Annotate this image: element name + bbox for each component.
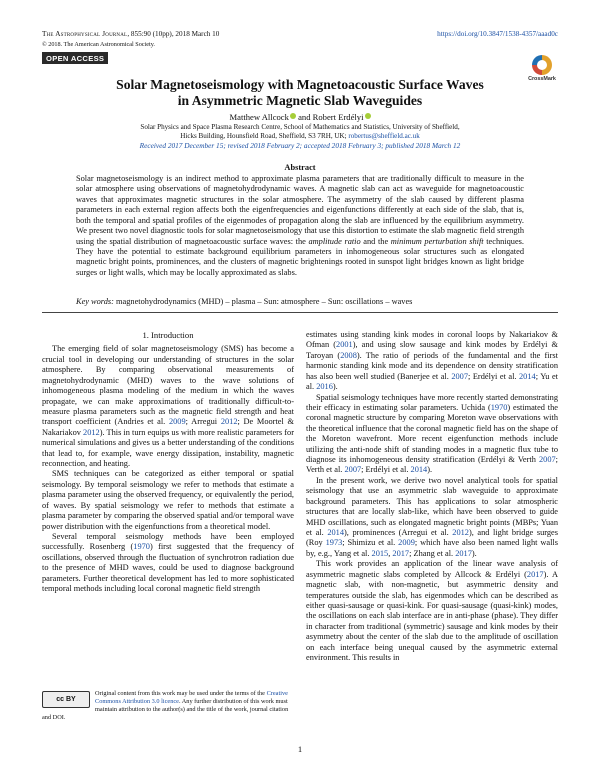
abstract-emphasis: amplitude ratio [308, 236, 361, 246]
crossmark-icon [532, 55, 552, 75]
citation-link[interactable]: 2009 [398, 538, 415, 548]
citation-link[interactable]: 2015 [371, 548, 389, 558]
paragraph: In the present work, we derive two novel analytical tools for spatial seismology that use an asymmetric slab waveguide to approximate background parameters. This has applications to solar atmospheric structures that are locally slab-like, which have been observed to guide MHD oscillations, such as elongated magnetic bright points (MBPs; Yuan et al. 2014), prominences (Arregui et al. 2012), and light bridge surges (Roy 1973; Shimizu et al. 2009; which have also been named light walls by, e.g., Yang et al. 2015, 2017; Zhang et al. 2017). [306, 475, 558, 558]
orcid-icon[interactable] [290, 113, 296, 119]
paragraph: Spatial seismology techniques have more recently started demonstrating their efficacy in estimating solar parameters. Uchida (1970) estimated the coronal magnetic structure by comparing Moreton wave observations with the theoretical influence that the coronal magnetic field has on the shape of the Moreton wavefront. More recent eigenfunction methods include utilizing the anti-node shift of standing modes in a magnetic flux tube to diagnose its inhomogeneous density stratification (Erdélyi & Verth 2007; Verth et al. 2007; Erdélyi et al. 2014). [306, 392, 558, 475]
citation-link[interactable]: 2016 [316, 382, 333, 392]
citation-link[interactable]: 2017 [392, 548, 410, 558]
affiliation-line-2: Hicks Building, Hounsfield Road, Sheffield, S3 7RH, UK; [180, 132, 347, 140]
title-line-2: in Asymmetric Magnetic Slab Waveguides [177, 92, 423, 108]
author-separator: and [298, 112, 311, 122]
section-divider [42, 312, 558, 313]
citation-link[interactable]: 2014 [410, 465, 428, 475]
paragraph: This work provides an application of the linear wave analysis of asymmetric magnetic slabs completed by Allcock & Erdélyi (2017). A magnetic slab, with non-magnetic, but asymmetric density and temperatures outside the slab, has eigenmodes which can be described as either quasi-sausage or quasi-kink. For quasi-sausage (quasi-kink) modes, the oscillations on each slab interface are in anti-phase (phase). They differ in character from traditional (symmetric) sausage and kink modes by their asymmetry about the center of the slab due to the amplitude of oscillation on each interface being unequal caused by the asymmetric external environment. This results in [306, 559, 559, 663]
journal-name: The Astrophysical Journal [42, 30, 128, 38]
license-text: Original content from this work may be used under the terms of the [95, 690, 265, 697]
crossmark-label: CrossMark [528, 76, 556, 82]
citation-link[interactable]: 2007 [538, 455, 556, 465]
citation-link[interactable]: 2009 [168, 417, 186, 427]
citation-link[interactable]: 2017 [455, 548, 472, 558]
citation-link[interactable]: 2014 [519, 371, 536, 381]
citation-link[interactable]: 2014 [327, 528, 344, 538]
keywords [76, 297, 524, 306]
citation-link[interactable]: 2007 [451, 371, 468, 381]
title-line-1: Solar Magnetoseismology with Magnetoacoustic Surface Waves [116, 77, 484, 92]
citation-link[interactable]: 2007 [344, 465, 362, 475]
orcid-icon[interactable] [365, 113, 371, 119]
copyright-notice: © 2018. The American Astronomical Society. [42, 41, 155, 48]
abstract-text: Solar magnetoseismology is an indirect method to approximate plasma parameters that are traditionally difficult to measure in the solar atmosphere using observations of magnetohydrodynamic waves. A magnetic slab can act as waveguide for magnetoacoustic waves that approximates magnetic structures in the solar atmosphere. The asymmetry of the slab caused by different plasma parameters in each external region affects both the eigenfrequencies and eigenfunctions differently at each side of the slab, that is, both the temporal and spatial profiles of the eigenmodes of propagation along the slab are influenced by the equilibrium asymmetry. We present two novel diagnostic tools for solar magnetoseismology that use this distortion to estimate the slab magnetic field strength using the spatial distribution of magnetoacoustic surface waves: the [76, 174, 524, 246]
abstract-body [76, 174, 524, 278]
citation-link[interactable]: 1970 [490, 402, 508, 412]
citation-link[interactable]: 1973 [325, 538, 343, 548]
keywords-text: magnetohydrodynamics (MHD) – plasma – Sun: atmosphere – Sun: oscillations – waves [116, 297, 413, 306]
citation-link[interactable]: 1970 [133, 542, 150, 552]
abstract-text: techniques. They have the potential to estimate background equilibrium parameters in inhomogeneous solar structures such as elongated magnetic bright points, prominences, and the clusters of magnetic brightenings rooted in sunspot light bridges known as light bridge surges or light walls, which may be locally approximated as slabs. [76, 236, 524, 277]
citation-link[interactable]: 2012 [83, 427, 100, 437]
paragraph: Several temporal seismology methods have been employed successfully. Rosenberg (1970) first suggested that the frequency of oscillations, observed through the fluctuation of synchrotron radiation due to the presence of MHD waves, could be used to diagnose background parameters. Further theoretical development has led to more sophisticated temporal methods including local coronal magnetic field strength [42, 532, 295, 594]
affiliation-line-1: Solar Physics and Space Plasma Research Centre, School of Mathematics and Statistics, University of Sheffield, [140, 123, 460, 131]
paragraph: SMS techniques can be categorized as either temporal or spatial seismology. By temporal seismology we refer to methods that estimate a plasma parameter using the observed frequency, or equivalently the period, of waves. By spatial seismology we refer to methods that estimate a plasma parameter by comparing the observed spatial and/or temporal wave power distribution with the eigenfunctions from a theoretical model. [42, 469, 294, 531]
journal-citation: , 855:90 (10pp), 2018 March 10 [127, 30, 220, 38]
open-access-badge: OPEN ACCESS [42, 52, 108, 64]
citation-link[interactable]: 2017 [526, 569, 544, 579]
license-text: . Any further distribution of this work must maintain attribution to the author(s) and the title of the work, journal citation and DOI. [42, 697, 289, 721]
author-email[interactable]: robertus@sheffield.ac.uk [348, 132, 420, 140]
abstract-text: and the [363, 236, 389, 246]
abstract-emphasis: minimum perturbation shift [390, 236, 484, 246]
author-list [0, 112, 600, 122]
paragraph: estimates using standing kink modes in coronal loops by Nakariakov & Ofman (2001), and using slow sausage and kink modes by Erdélyi & Taroyan (2008). The ratio of periods of the fundamental and the first harmonic standing kink mode and its dependence on density stratification has also been well studied (Banerjee et al. 2007; Erdélyi et al. 2014; Yu et al. 2016). [306, 330, 558, 392]
citation-link[interactable]: 2008 [340, 350, 357, 360]
affiliation [0, 123, 600, 141]
page-number: 1 [297, 744, 303, 754]
publication-dates: Received 2017 December 15; revised 2018 February 2; accepted 2018 February 3; published 2018 March 12 [139, 141, 461, 150]
section-heading: 1. Introduction [142, 330, 194, 340]
left-column [42, 330, 294, 595]
running-header [42, 30, 219, 38]
paper-title [0, 77, 600, 108]
keywords-label: Key words: [76, 297, 114, 306]
paragraph: The emerging field of solar magnetoseismology (SMS) has become a crucial tool in developing our understanding of structures in the solar atmosphere. By comparing observational measurements of magnetohydrodynamic (MHD) waves to the wave solutions of inhomogeneous plasma modeling of the medium in which the waves propagate, we can make approximations of traditionally difficult-to-measure plasma parameters such as the magnetic field strength and heat transport coefficient (Andries et al. 2009; Arregui 2012; De Moortel & Nakariakov 2012). This in turn equips us with more realistic parameters for numerical simulations and gives us a better understanding of the conditions that lead to, for example, wave energy dissipation, instability, magnetic reconnection, and heating. [42, 344, 294, 469]
citation-link[interactable]: 2012 [220, 417, 238, 427]
doi-link[interactable]: https://doi.org/10.3847/1538-4357/aaad0c [437, 30, 558, 38]
license-link[interactable]: Creative Commons Attribution 3.0 licence [95, 690, 288, 705]
author-2: Robert Erdélyi [312, 112, 364, 122]
abstract-heading: Abstract [284, 163, 316, 172]
author-1: Matthew Allcock [229, 112, 289, 122]
citation-link[interactable]: 2012 [452, 528, 469, 538]
citation-link[interactable]: 2001 [336, 340, 353, 350]
license-footnote [42, 690, 294, 722]
creative-commons-icon[interactable]: cc BY [42, 691, 90, 708]
right-column [306, 330, 558, 664]
